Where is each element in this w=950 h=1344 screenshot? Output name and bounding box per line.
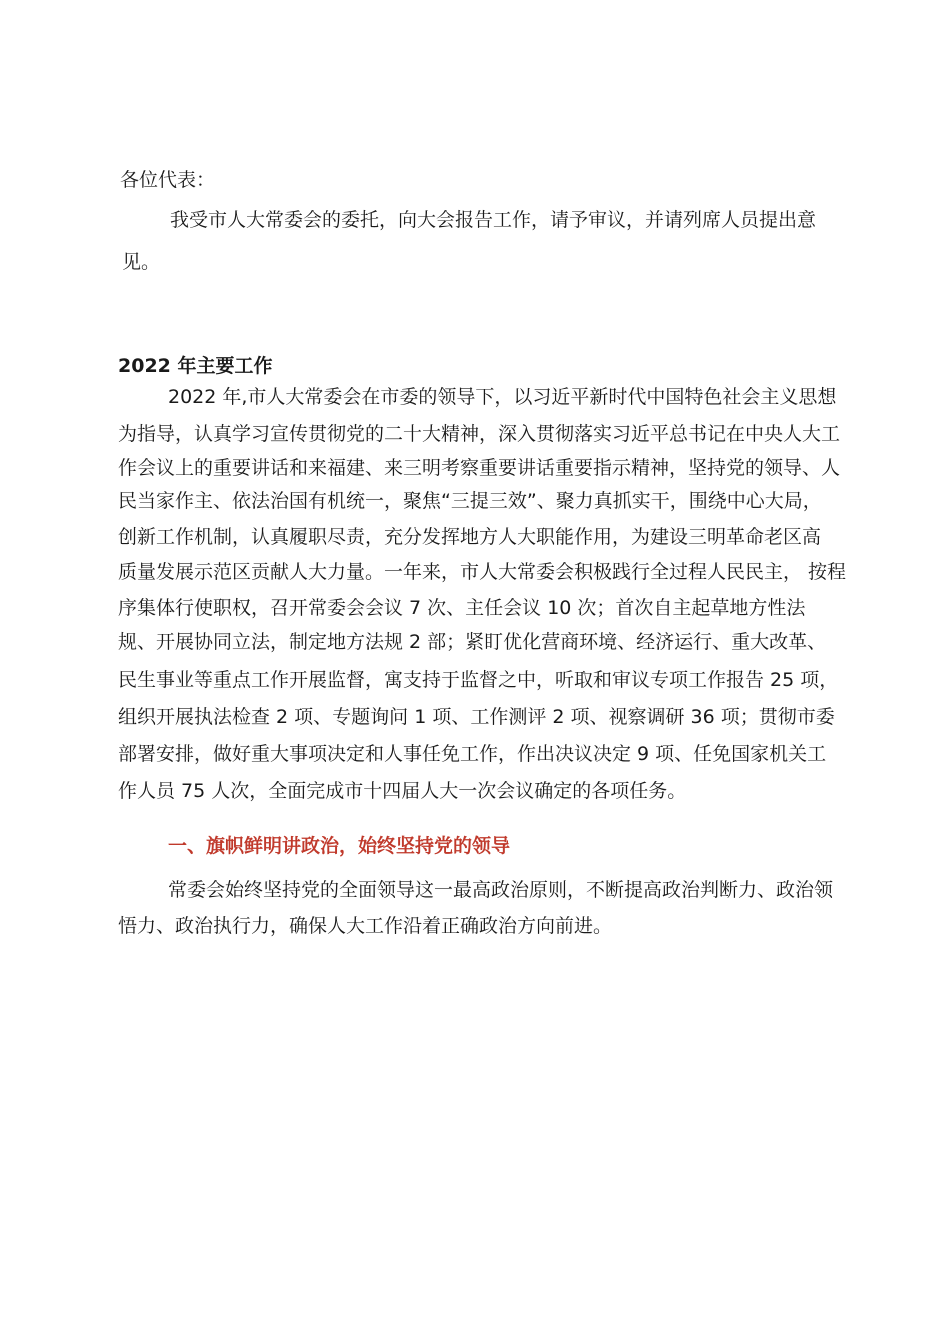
paragraph-line: 作人员 75 人次，全面完成市十四届人大一次会议确定的各项任务。 [118, 780, 687, 802]
paragraph-line: 序集体行使职权，召开常委会会议 7 次、主任会议 10 次；首次自主起草地方性法 [118, 597, 806, 619]
paragraph-line: 2022 年,市人大常委会在市委的领导下，以习近平新时代中国特色社会主义思想 [168, 386, 837, 408]
salutation: 各位代表： [120, 169, 216, 191]
paragraph-line: 部署安排，做好重大事项决定和人事任免工作，作出决议决定 9 项、任免国家机关工 [118, 743, 827, 765]
paragraph-line: 质量发展示范区贡献人大力量。一年来，市人大常委会积极践行全过程人民民主， 按程 [118, 561, 847, 583]
paragraph-line: 规、开展协同立法，制定地方法规 2 部；紧盯优化营商环境、经济运行、重大改革、 [118, 631, 827, 653]
intro-line: 见。 [122, 251, 161, 273]
paragraph-line: 民当家作主、依法治国有机统一，聚焦“三提三效”、聚力真抓实干，围绕中心大局， [118, 490, 822, 512]
paragraph-line: 悟力、政治执行力，确保人大工作沿着正确政治方向前进。 [118, 915, 613, 937]
section-heading: 一、旗帜鲜明讲政治，始终坚持党的领导 [168, 835, 511, 857]
paragraph-line: 民生事业等重点工作开展监督，寓支持于监督之中，听取和审议专项工作报告 25 项， [118, 669, 839, 691]
paragraph-line: 常委会始终坚持党的全面领导这一最高政治原则，不断提高政治判断力、政治领 [168, 879, 834, 901]
main-heading: 2022 年主要工作 [118, 355, 273, 377]
paragraph-line: 为指导，认真学习宣传贯彻党的二十大精神，深入贯彻落实习近平总书记在中央人大工 [118, 423, 841, 445]
paragraph-line: 作会议上的重要讲话和来福建、来三明考察重要讲话重要指示精神，坚持党的领导、人 [118, 457, 841, 479]
paragraph-line: 创新工作机制，认真履职尽责，充分发挥地方人大职能作用，为建设三明革命老区高 [118, 526, 822, 548]
intro-line: 我受市人大常委会的委托，向大会报告工作，请予审议，并请列席人员提出意 [170, 209, 817, 231]
paragraph-line: 组织开展执法检查 2 项、专题询问 1 项、工作测评 2 项、视察调研 36 项；贯彻市委 [118, 706, 835, 728]
